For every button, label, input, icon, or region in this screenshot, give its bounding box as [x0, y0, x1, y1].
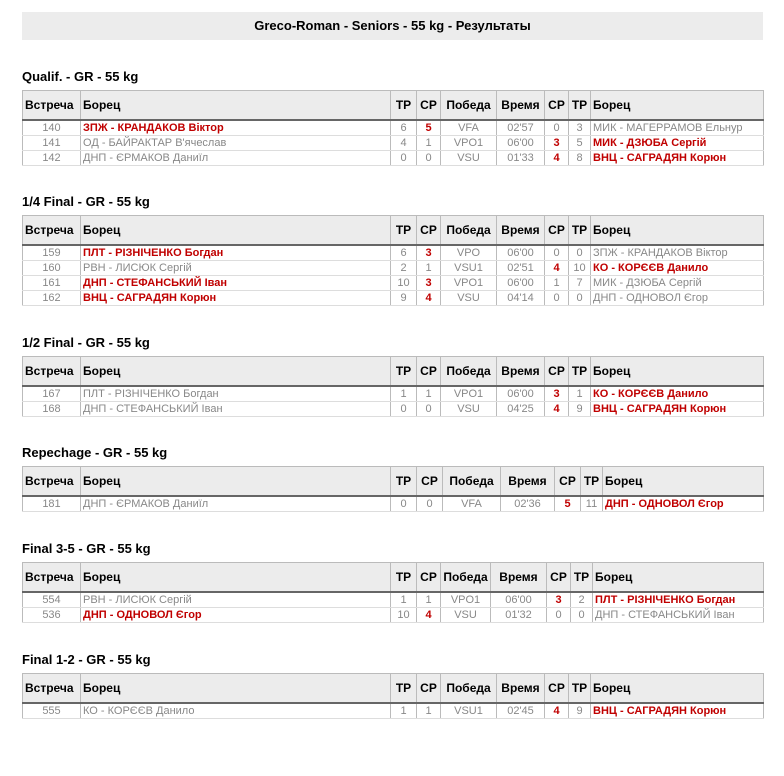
bout-time: 04'25: [497, 402, 545, 417]
bout-time: 02'45: [497, 703, 545, 719]
col-time-header: Время: [501, 467, 555, 497]
bout-number: 536: [23, 608, 81, 623]
bout-time: 06'00: [491, 592, 547, 608]
victory-type: VSU1: [441, 703, 497, 719]
table-row: [23, 261, 764, 276]
cp-2: 5: [555, 496, 581, 512]
col-victory-header: Победа: [443, 467, 501, 497]
wrestler-2-name: МИК - ДЗЮБА Сергій: [591, 136, 764, 151]
bout-time: 01'33: [497, 151, 545, 166]
tp-1: 9: [391, 291, 417, 306]
tp-2: 11: [581, 496, 603, 512]
bout-number: 181: [23, 496, 81, 512]
col-wrestler-header: Борец: [81, 467, 391, 497]
bout-number: 555: [23, 703, 81, 719]
wrestler-2-name: МИК - МАГЕРРАМОВ Ельнур: [591, 120, 764, 136]
table-row: [23, 291, 764, 306]
section-title: Qualif. - GR - 55 kg: [22, 69, 139, 84]
victory-type: VSU1: [441, 261, 497, 276]
tp-2: 9: [569, 402, 591, 417]
tp-1: 10: [391, 276, 417, 291]
col-cp-header: CP: [545, 216, 569, 246]
bout-number: 168: [23, 402, 81, 417]
victory-type: VPO: [441, 245, 497, 261]
table-row: [23, 136, 764, 151]
cp-1: 5: [417, 120, 441, 136]
col-cp-header: CP: [547, 563, 571, 593]
cp-1: 1: [417, 261, 441, 276]
col-cp-header: CP: [417, 216, 441, 246]
results-section: [22, 193, 763, 309]
cp-2: 3: [545, 386, 569, 402]
victory-type: VSU: [441, 402, 497, 417]
bout-number: 162: [23, 291, 81, 306]
bout-number: 161: [23, 276, 81, 291]
tp-1: 6: [391, 120, 417, 136]
col-bout-header: Встреча: [23, 563, 81, 593]
wrestler-2-name: ВНЦ - САГРАДЯН Корюн: [591, 402, 764, 417]
col-victory-header: Победа: [441, 216, 497, 246]
col-cp-header: CP: [417, 563, 441, 593]
results-section: [22, 444, 763, 515]
results-table: [22, 90, 764, 166]
col-bout-header: Встреча: [23, 91, 81, 121]
section-title: 1/2 Final - GR - 55 kg: [22, 335, 150, 350]
victory-type: VFA: [443, 496, 501, 512]
bout-number: 167: [23, 386, 81, 402]
header-row: [23, 91, 764, 121]
tp-1: 6: [391, 245, 417, 261]
col-wrestler-header: Борец: [591, 357, 764, 387]
col-wrestler-header: Борец: [591, 91, 764, 121]
col-tp-header: TP: [391, 216, 417, 246]
col-tp-header: TP: [569, 91, 591, 121]
tp-1: 2: [391, 261, 417, 276]
col-wrestler-header: Борец: [81, 91, 391, 121]
bout-time: 02'36: [501, 496, 555, 512]
cp-2: 0: [545, 291, 569, 306]
header-row: [23, 467, 764, 497]
wrestler-1-name: КО - КОРЄЄВ Данило: [81, 703, 391, 719]
wrestler-2-name: ВНЦ - САГРАДЯН Корюн: [591, 703, 764, 719]
tp-2: 8: [569, 151, 591, 166]
cp-2: 4: [545, 151, 569, 166]
table-row: [23, 592, 764, 608]
cp-2: 3: [547, 592, 571, 608]
tp-1: 1: [391, 703, 417, 719]
victory-type: VSU: [441, 291, 497, 306]
col-time-header: Время: [497, 216, 545, 246]
wrestler-1-name: ПЛТ - РІЗНІЧЕНКО Богдан: [81, 245, 391, 261]
wrestler-2-name: ДНП - ОДНОВОЛ Єгор: [603, 496, 764, 512]
col-cp-header: CP: [555, 467, 581, 497]
bout-time: 02'57: [497, 120, 545, 136]
wrestler-1-name: ДНП - СТЕФАНСЬКИЙ Іван: [81, 402, 391, 417]
cp-2: 4: [545, 703, 569, 719]
header-row: [23, 357, 764, 387]
results-table: [22, 215, 764, 306]
col-tp-header: TP: [391, 467, 417, 497]
bout-time: 06'00: [497, 136, 545, 151]
col-tp-header: TP: [391, 563, 417, 593]
table-row: [23, 608, 764, 623]
col-tp-header: TP: [391, 357, 417, 387]
tp-1: 0: [391, 402, 417, 417]
tp-2: 9: [569, 703, 591, 719]
results-section: [22, 68, 763, 169]
col-time-header: Время: [497, 357, 545, 387]
section-title: Final 1-2 - GR - 55 kg: [22, 652, 151, 667]
col-wrestler-header: Борец: [591, 216, 764, 246]
col-cp-header: CP: [417, 357, 441, 387]
tp-1: 4: [391, 136, 417, 151]
col-cp-header: CP: [417, 91, 441, 121]
col-victory-header: Победа: [441, 563, 491, 593]
tp-2: 7: [569, 276, 591, 291]
victory-type: VSU: [441, 151, 497, 166]
col-wrestler-header: Борец: [593, 563, 764, 593]
bout-time: 04'14: [497, 291, 545, 306]
tp-2: 0: [569, 291, 591, 306]
section-title: 1/4 Final - GR - 55 kg: [22, 194, 150, 209]
bout-time: 02'51: [497, 261, 545, 276]
col-tp-header: TP: [391, 674, 417, 704]
cp-1: 1: [417, 592, 441, 608]
cp-1: 3: [417, 276, 441, 291]
col-tp-header: TP: [581, 467, 603, 497]
wrestler-2-name: МИК - ДЗЮБА Сергій: [591, 276, 764, 291]
header-row: [23, 674, 764, 704]
victory-type: VPO1: [441, 386, 497, 402]
col-wrestler-header: Борец: [81, 216, 391, 246]
wrestler-2-name: ЗПЖ - КРАНДАКОВ Віктор: [591, 245, 764, 261]
wrestler-2-name: ДНП - СТЕФАНСЬКИЙ Іван: [593, 608, 764, 623]
wrestler-1-name: ЗПЖ - КРАНДАКОВ Віктор: [81, 120, 391, 136]
wrestler-2-name: КО - КОРЄЄВ Данило: [591, 261, 764, 276]
table-row: [23, 151, 764, 166]
tp-2: 1: [569, 386, 591, 402]
wrestler-1-name: ДНП - ЄРМАКОВ Даниїл: [81, 496, 391, 512]
results-table: [22, 562, 764, 623]
bout-time: 06'00: [497, 276, 545, 291]
table-row: [23, 386, 764, 402]
victory-type: VPO1: [441, 276, 497, 291]
cp-2: 0: [545, 245, 569, 261]
cp-1: 0: [417, 151, 441, 166]
victory-type: VPO1: [441, 592, 491, 608]
tp-2: 5: [569, 136, 591, 151]
victory-type: VFA: [441, 120, 497, 136]
col-bout-header: Встреча: [23, 357, 81, 387]
cp-1: 1: [417, 703, 441, 719]
victory-type: VSU: [441, 608, 491, 623]
bout-number: 140: [23, 120, 81, 136]
tp-2: 0: [571, 608, 593, 623]
tp-1: 10: [391, 608, 417, 623]
section-title: Final 3-5 - GR - 55 kg: [22, 541, 151, 556]
col-victory-header: Победа: [441, 91, 497, 121]
page-title: Greco-Roman - Seniors - 55 kg - Результаты: [22, 12, 763, 40]
cp-2: 4: [545, 402, 569, 417]
col-cp-header: CP: [545, 674, 569, 704]
wrestler-2-name: ПЛТ - РІЗНІЧЕНКО Богдан: [593, 592, 764, 608]
tp-1: 0: [391, 151, 417, 166]
col-cp-header: CP: [417, 467, 443, 497]
col-tp-header: TP: [569, 216, 591, 246]
section-title: Repechage - GR - 55 kg: [22, 445, 168, 460]
wrestler-1-name: РВН - ЛИСЮК Сергій: [81, 261, 391, 276]
results-section: [22, 540, 763, 626]
wrestler-1-name: ПЛТ - РІЗНІЧЕНКО Богдан: [81, 386, 391, 402]
header-row: [23, 563, 764, 593]
wrestler-2-name: ВНЦ - САГРАДЯН Корюн: [591, 151, 764, 166]
tp-1: 0: [391, 496, 417, 512]
results-table: [22, 356, 764, 417]
col-bout-header: Встреча: [23, 674, 81, 704]
victory-type: VPO1: [441, 136, 497, 151]
col-cp-header: CP: [417, 674, 441, 704]
bout-number: 142: [23, 151, 81, 166]
bout-time: 06'00: [497, 386, 545, 402]
table-row: [23, 245, 764, 261]
col-tp-header: TP: [569, 674, 591, 704]
cp-1: 1: [417, 386, 441, 402]
col-time-header: Время: [497, 91, 545, 121]
col-wrestler-header: Борец: [603, 467, 764, 497]
bout-number: 160: [23, 261, 81, 276]
col-victory-header: Победа: [441, 674, 497, 704]
results-section: [22, 651, 763, 722]
tp-2: 3: [569, 120, 591, 136]
col-bout-header: Встреча: [23, 216, 81, 246]
cp-1: 4: [417, 291, 441, 306]
tp-2: 0: [569, 245, 591, 261]
cp-2: 0: [547, 608, 571, 623]
results-section: [22, 334, 763, 420]
table-row: [23, 120, 764, 136]
bout-time: 06'00: [497, 245, 545, 261]
col-tp-header: TP: [391, 91, 417, 121]
wrestler-2-name: КО - КОРЄЄВ Данило: [591, 386, 764, 402]
col-victory-header: Победа: [441, 357, 497, 387]
tp-1: 1: [391, 386, 417, 402]
cp-1: 0: [417, 496, 443, 512]
cp-2: 3: [545, 136, 569, 151]
wrestler-1-name: ВНЦ - САГРАДЯН Корюн: [81, 291, 391, 306]
results-table: [22, 673, 764, 719]
col-bout-header: Встреча: [23, 467, 81, 497]
cp-2: 0: [545, 120, 569, 136]
header-row: [23, 216, 764, 246]
col-wrestler-header: Борец: [81, 563, 391, 593]
col-time-header: Время: [497, 674, 545, 704]
bout-number: 141: [23, 136, 81, 151]
cp-1: 3: [417, 245, 441, 261]
col-cp-header: CP: [545, 357, 569, 387]
tp-2: 2: [571, 592, 593, 608]
col-tp-header: TP: [569, 357, 591, 387]
bout-number: 159: [23, 245, 81, 261]
tp-1: 1: [391, 592, 417, 608]
table-row: [23, 276, 764, 291]
results-table: [22, 466, 764, 512]
col-time-header: Время: [491, 563, 547, 593]
bout-number: 554: [23, 592, 81, 608]
col-cp-header: CP: [545, 91, 569, 121]
col-wrestler-header: Борец: [81, 674, 391, 704]
table-row: [23, 402, 764, 417]
wrestler-1-name: ДНП - ЄРМАКОВ Даниїл: [81, 151, 391, 166]
cp-2: 4: [545, 261, 569, 276]
col-tp-header: TP: [571, 563, 593, 593]
wrestler-1-name: ОД - БАЙРАКТАР В'ячеслав: [81, 136, 391, 151]
wrestler-1-name: ДНП - ОДНОВОЛ Єгор: [81, 608, 391, 623]
tp-2: 10: [569, 261, 591, 276]
bout-time: 01'32: [491, 608, 547, 623]
cp-1: 0: [417, 402, 441, 417]
col-wrestler-header: Борец: [81, 357, 391, 387]
table-row: [23, 496, 764, 512]
table-row: [23, 703, 764, 719]
wrestler-2-name: ДНП - ОДНОВОЛ Єгор: [591, 291, 764, 306]
cp-1: 4: [417, 608, 441, 623]
wrestler-1-name: ДНП - СТЕФАНСЬКИЙ Іван: [81, 276, 391, 291]
cp-1: 1: [417, 136, 441, 151]
cp-2: 1: [545, 276, 569, 291]
col-wrestler-header: Борец: [591, 674, 764, 704]
wrestler-1-name: РВН - ЛИСЮК Сергій: [81, 592, 391, 608]
